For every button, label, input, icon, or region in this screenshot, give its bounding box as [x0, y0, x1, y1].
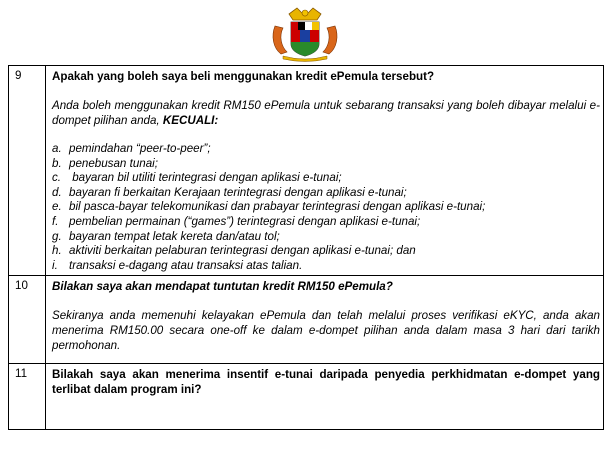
exclusion-list	[52, 142, 600, 273]
faq-row-10	[9, 276, 604, 364]
list-item: e. bil pasca-bayar telekomunikasi dan prabayar terintegrasi dengan aplikasi e-tunai;	[52, 200, 486, 214]
list-item: g. bayaran tempat letak kereta dan/atau tol;	[52, 229, 280, 243]
malaysia-coat-of-arms-logo	[269, 6, 341, 62]
faq-content	[46, 276, 604, 364]
list-item: a. pemindahan “peer-to-peer”;	[52, 142, 211, 155]
question-text: Bilakan saya akan mendapat tuntutan kredit RM150 ePemula?	[52, 280, 393, 294]
row-number: 11	[9, 364, 46, 430]
faq-table	[8, 65, 604, 430]
faq-row-9	[9, 66, 604, 276]
row-number: 10	[9, 276, 46, 364]
list-item: d. bayaran fi berkaitan Kerajaan terintegrasi dengan aplikasi e-tunai;	[52, 185, 407, 199]
question-text: Apakah yang boleh saya beli menggunakan kredit ePemula tersebut?	[52, 70, 435, 83]
list-item: c. bayaran bil utiliti terintegrasi dengan aplikasi e-tunai;	[52, 171, 342, 185]
answer-intro: Anda boleh menggunakan kredit RM150 ePemula untuk sebarang transaksi yang boleh dibayar melalui e- dompet pilihan anda, KECUALI:	[52, 99, 600, 127]
faq-content	[46, 66, 604, 276]
faq-content	[46, 364, 604, 430]
list-item: b. penebusan tunai;	[52, 156, 158, 170]
answer-text: Sekiranya anda memenuhi kelayakan ePemula dan telah melalui proses verifikasi eKYC, anda akan menerima RM150.00 secara one-off ke dalam e-dompet pilihan anda dalam masa 3 hari dari tarikh permohonan.	[52, 309, 600, 353]
question-text: Bilakah saya akan menerima insentif e-tunai daripada penyedia perkhidmatan e-dompet yang terlibat dalam program ini?	[52, 368, 600, 397]
faq-row-11	[9, 364, 604, 430]
list-item: i. transaksi e-dagang atau transaksi atas talian.	[52, 258, 303, 272]
list-item: h. aktiviti berkaitan pelaburan terintegrasi dengan aplikasi e-tunai; dan	[52, 244, 416, 258]
answer-emphasis: KECUALI:	[162, 114, 219, 127]
list-item: f. pembelian permainan (“games”) terintegrasi dengan aplikasi e-tunai;	[52, 214, 421, 228]
row-number: 9	[9, 66, 46, 276]
